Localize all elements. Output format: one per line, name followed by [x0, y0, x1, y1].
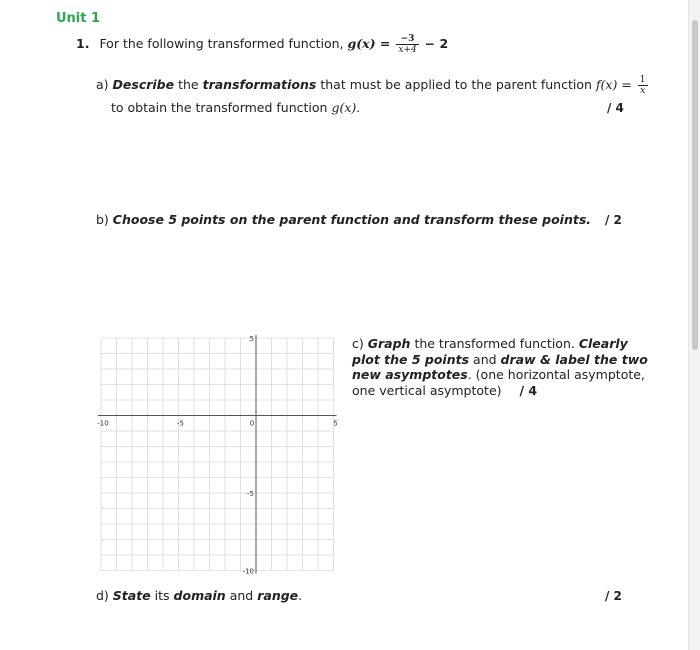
y-tick-label: 5 — [249, 335, 254, 343]
grid-svg — [96, 333, 340, 576]
part-b — [96, 212, 591, 227]
part-b-marks: / 2 — [605, 213, 622, 227]
part-d-text2: and — [229, 588, 254, 603]
part-d-keyword-domain: domain — [173, 588, 226, 603]
part-c-letter: c) — [352, 336, 364, 351]
g-tail: − 2 — [424, 36, 449, 51]
part-c-keyword-asymptotes: draw & label the two new asymptotes — [352, 351, 648, 382]
part-a-keyword-transformations: transformations — [202, 77, 317, 92]
scrollbar-thumb[interactable] — [692, 20, 698, 350]
question-number: 1. — [76, 36, 90, 51]
part-c — [352, 336, 652, 398]
part-d-keyword-state: State — [112, 588, 151, 603]
y-tick-label: -10 — [242, 567, 254, 576]
part-c-text3: . (one horizontal asymptote, one vertical asymptote) — [352, 367, 645, 398]
g-function-label: g(x) = — [347, 36, 391, 51]
parent-fraction — [638, 75, 648, 96]
parent-function-label: f(x) = — [595, 77, 632, 92]
part-a-text1: the — [178, 77, 199, 92]
part-d-text1: its — [154, 588, 170, 603]
parent-numerator: 1 — [639, 75, 646, 85]
g-numerator: −3 — [396, 34, 418, 45]
question-text: For the following transformed function, — [99, 36, 344, 51]
part-c-text2: and — [473, 351, 497, 367]
parent-denominator: x — [640, 86, 646, 96]
g-denominator: x+4 — [398, 45, 417, 55]
y-tick-label: -5 — [247, 490, 254, 498]
unit-title: Unit 1 — [56, 11, 101, 26]
part-a-letter: a) — [96, 77, 109, 92]
part-b-text: Choose 5 points on the parent function and transform these points. — [112, 212, 592, 227]
part-a-keyword-describe: Describe — [112, 77, 175, 92]
part-a-marks: / 4 — [607, 101, 624, 115]
part-d-letter: d) — [96, 588, 109, 603]
part-d-text3: . — [298, 588, 303, 603]
x-tick-label: -5 — [177, 419, 184, 428]
question-1 — [76, 34, 448, 55]
part-a-text2: that must be applied to the parent function — [320, 77, 592, 92]
part-d-keyword-range: range — [257, 588, 299, 603]
g-fraction — [396, 34, 418, 55]
part-a-line2-func: g(x). — [331, 100, 361, 115]
part-b-letter: b) — [96, 212, 109, 227]
part-a-line2 — [111, 100, 360, 115]
part-c-keyword-plot: Clearly plot the 5 points — [352, 336, 628, 367]
part-d-marks: / 2 — [605, 589, 622, 603]
coordinate-grid — [96, 333, 340, 576]
part-a-line2-text: to obtain the transformed function — [111, 100, 328, 115]
part-c-text1: the transformed function. — [414, 336, 575, 351]
scrollbar[interactable] — [688, 0, 700, 650]
part-a-line1 — [96, 75, 650, 96]
part-d — [96, 588, 302, 603]
x-tick-label: -10 — [97, 419, 109, 428]
x-tick-label: 0 — [249, 419, 255, 428]
part-c-keyword-graph: Graph — [367, 336, 411, 351]
part-c-marks: / 4 — [519, 382, 538, 398]
x-tick-label: 5 — [333, 419, 338, 428]
